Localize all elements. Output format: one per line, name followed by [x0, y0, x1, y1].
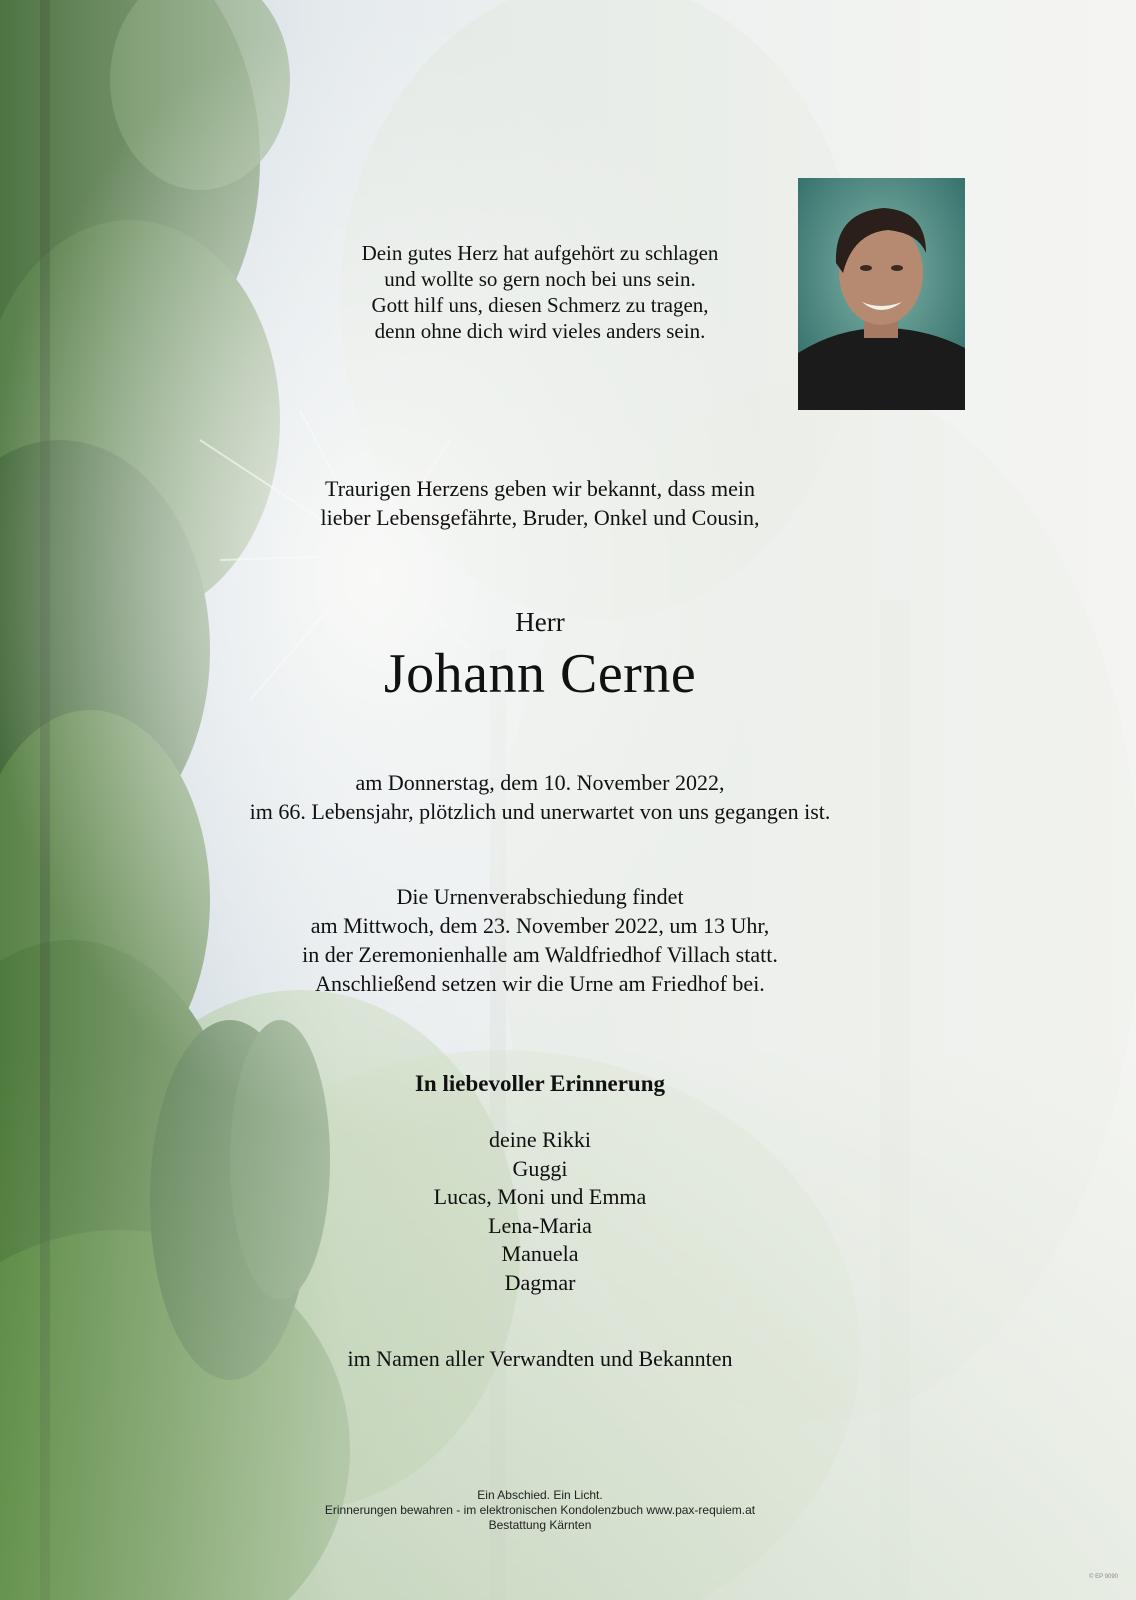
salutation: Herr [515, 607, 565, 637]
template-code: © EP 9090 [1089, 1574, 1118, 1580]
family-list [0, 1126, 1080, 1298]
deceased-name: Johann Cerne [383, 643, 697, 705]
death-line: im 66. Lebensjahr, plötzlich und unerwartet von uns gegangen ist. [249, 799, 831, 824]
poem-line: Gott hilf uns, diesen Schmerz zu tragen, [371, 293, 709, 317]
family-member: Guggi [512, 1155, 568, 1181]
announcement-line: Traurigen Herzens geben wir bekannt, dass mein [325, 476, 755, 501]
poem-line: und wollte so gern noch bei uns sein. [384, 267, 696, 291]
family-member: Dagmar [504, 1269, 576, 1295]
memory-heading: In liebevoller Erinnerung [414, 1071, 666, 1096]
family-member: deine Rikki [488, 1127, 592, 1152]
family-member: Lena-Maria [488, 1212, 592, 1238]
footer-condolence-link[interactable]: Erinnerungen bewahren - im elektronischen Kondolenzbuch www.pax-requiem.at [324, 1503, 756, 1517]
portrait-photo [798, 178, 965, 410]
family-member: Lucas, Moni und Emma [433, 1184, 647, 1210]
service-line: am Mittwoch, dem 23. November 2022, um 13 Uhr, [310, 913, 770, 938]
death-line: am Donnerstag, dem 10. November 2022, [355, 770, 725, 795]
footer-tagline: Ein Abschied. Ein Licht. [477, 1488, 603, 1502]
poem-line: Dein gutes Herz hat aufgehört zu schlagen [361, 241, 719, 265]
closing-line: im Namen aller Verwandten und Bekannten [347, 1346, 733, 1371]
announcement-line: lieber Lebensgefährte, Bruder, Onkel und Cousin, [320, 505, 760, 530]
footer [0, 1488, 1080, 1533]
family-member: Manuela [501, 1241, 579, 1267]
service-line: Die Urnenverabschiedung findet [396, 884, 684, 909]
announcement [0, 474, 1080, 532]
service-line: Anschließend setzen wir die Urne am Friedhof bei. [315, 971, 765, 996]
footer-undertaker: Bestattung Kärnten [488, 1518, 592, 1532]
service-details [0, 882, 1080, 998]
service-line: in der Zeremonienhalle am Waldfriedhof Villach statt. [302, 942, 778, 967]
death-details [0, 768, 1080, 826]
poem-line: denn ohne dich wird vieles anders sein. [374, 319, 706, 343]
